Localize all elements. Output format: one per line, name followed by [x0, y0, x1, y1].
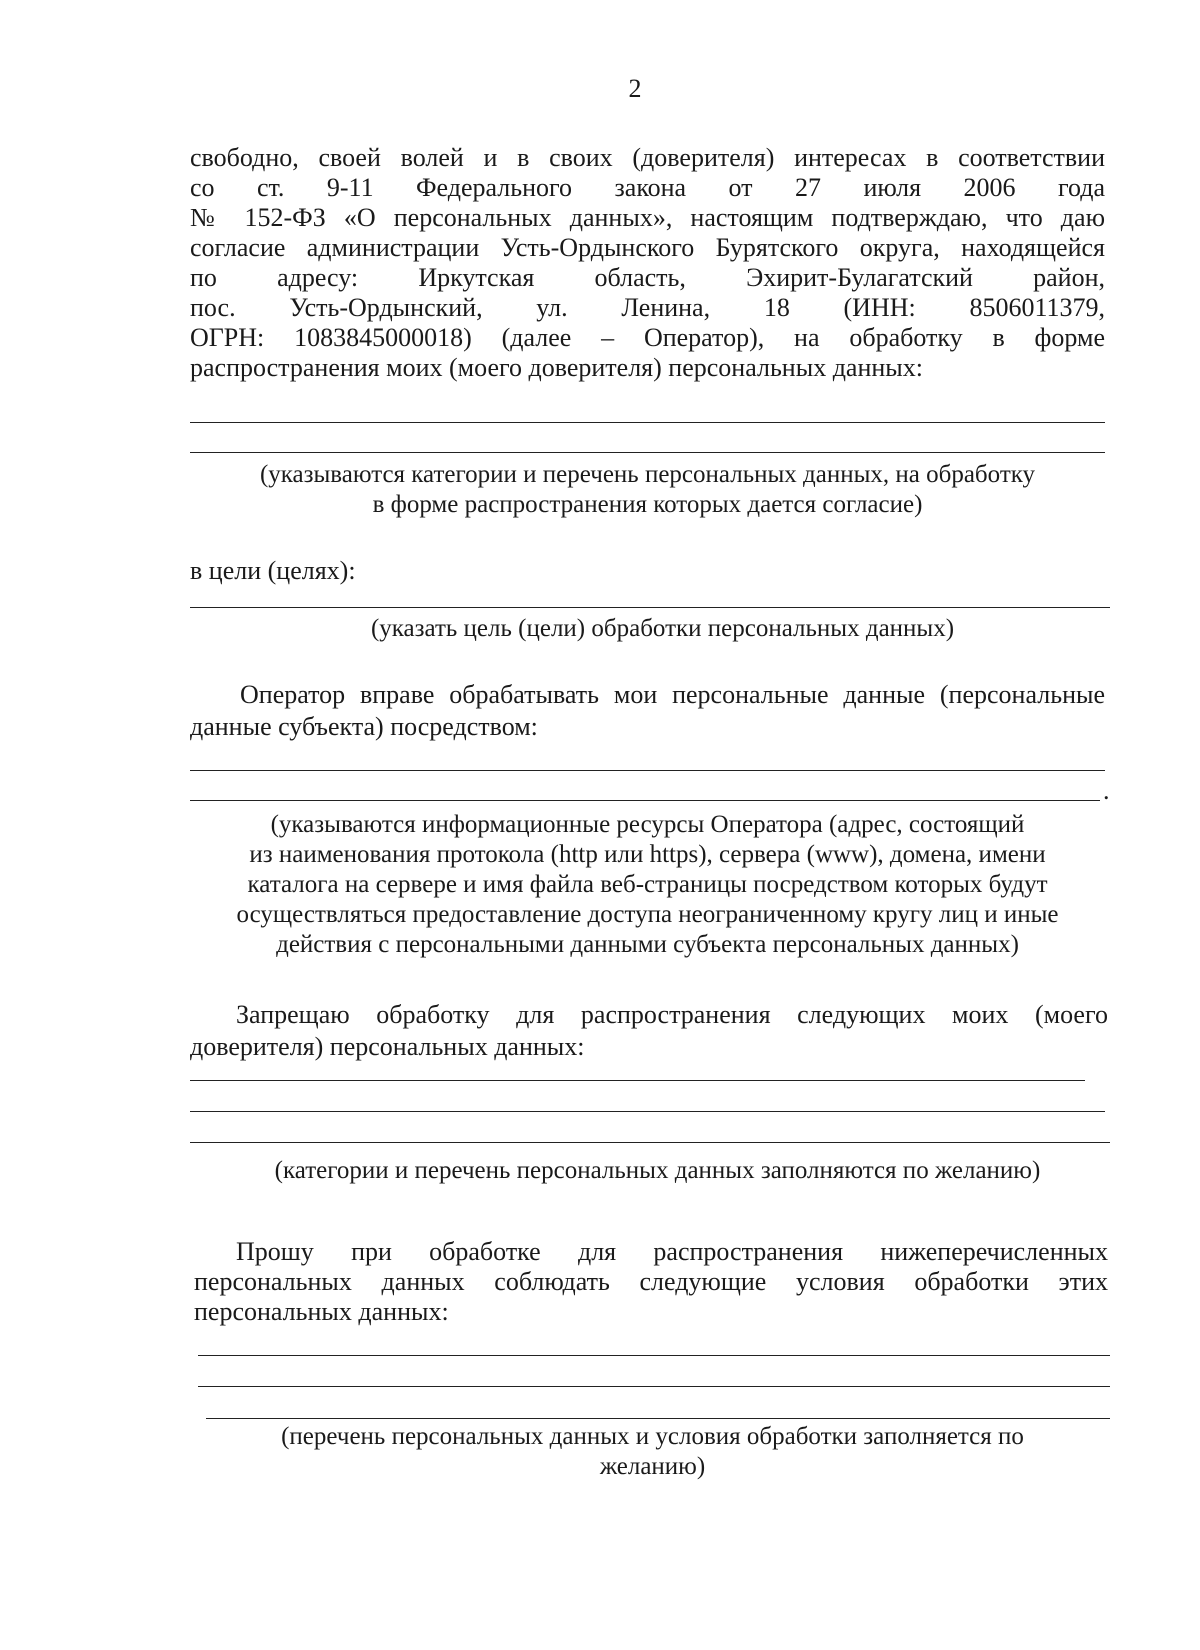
caption-conditions-1: (перечень персональных данных и условия обработки заполняется по [281, 1423, 1024, 1450]
blank-line-prohibit-3 [190, 1142, 1110, 1143]
intro-line-2: со ст. 9-11 Федерального закона от 27 июля 2006 года [190, 173, 1105, 202]
blank-line-conditions-1 [198, 1355, 1110, 1356]
caption-resources-5: действия с персональными данными субъекта персональных данных) [276, 931, 1019, 958]
purpose-label: в цели (целях): [190, 556, 356, 585]
caption-conditions-2: желанию) [599, 1453, 706, 1480]
blank-line-prohibit-1 [190, 1080, 1085, 1081]
blank-line-conditions-2 [198, 1386, 1110, 1387]
intro-line-7: ОГРН: 1083845000018) (далее – Оператор), на обработку в форме [190, 323, 1105, 352]
caption-purpose: (указать цель (цели) обработки персональных данных) [370, 615, 955, 642]
request-line-2: персональных данных соблюдать следующие условия обработки этих [194, 1267, 1108, 1296]
request-line-1: Прошу при обработке для распространения нижеперечисленных [236, 1237, 1108, 1266]
caption-prohibit: (категории и перечень персональных данных заполняются по желанию) [274, 1157, 1041, 1184]
intro-line-5: по адресу: Иркутская область, Эхирит-Булагатский район, [190, 263, 1105, 292]
blank-line-prohibit-2 [190, 1111, 1105, 1112]
blank-line-categories-2 [190, 452, 1105, 453]
page-number: 2 [628, 74, 642, 103]
blank-line-resources-1 [190, 770, 1105, 771]
prohibit-line-2: доверителя) персональных данных: [190, 1032, 585, 1061]
intro-line-4: согласие администрации Усть-Ордынского Бурятского округа, находящейся [190, 233, 1105, 262]
blank-line-categories-1 [190, 422, 1105, 423]
blank-line-conditions-3 [206, 1418, 1110, 1419]
caption-categories-1: (указываются категории и перечень персональных данных, на обработку [259, 461, 1036, 488]
operator-line-1: Оператор вправе обрабатывать мои персональные данные (персональные [240, 680, 1105, 709]
caption-resources-1: (указываются информационные ресурсы Оператора (адрес, состоящий [270, 811, 1025, 838]
period-mark: . [1103, 776, 1110, 805]
intro-line-1: свободно, своей волей и в своих (доверителя) интересах в соответствии [190, 143, 1105, 172]
blank-line-purpose [190, 607, 1110, 608]
blank-line-resources-2 [190, 800, 1100, 801]
caption-resources-4: осуществляться предоставление доступа неограниченному кругу лиц и иные [236, 901, 1059, 928]
intro-line-3: № 152-ФЗ «О персональных данных», настоящим подтверждаю, что даю [190, 203, 1105, 232]
request-line-3: персональных данных: [194, 1297, 449, 1326]
intro-line-6: пос. Усть-Ордынский, ул. Ленина, 18 (ИНН: 8506011379, [190, 293, 1105, 322]
caption-resources-2: из наименования протокола (http или https), сервера (www), домена, имени [249, 841, 1046, 868]
caption-resources-3: каталога на сервере и имя файла веб-страницы посредством которых будут [247, 871, 1048, 898]
operator-line-2: данные субъекта) посредством: [190, 712, 538, 741]
prohibit-line-1: Запрещаю обработку для распространения следующих моих (моего [236, 1000, 1108, 1029]
caption-categories-2: в форме распространения которых дается согласие) [372, 491, 923, 518]
intro-line-8: распространения моих (моего доверителя) персональных данных: [190, 353, 923, 382]
